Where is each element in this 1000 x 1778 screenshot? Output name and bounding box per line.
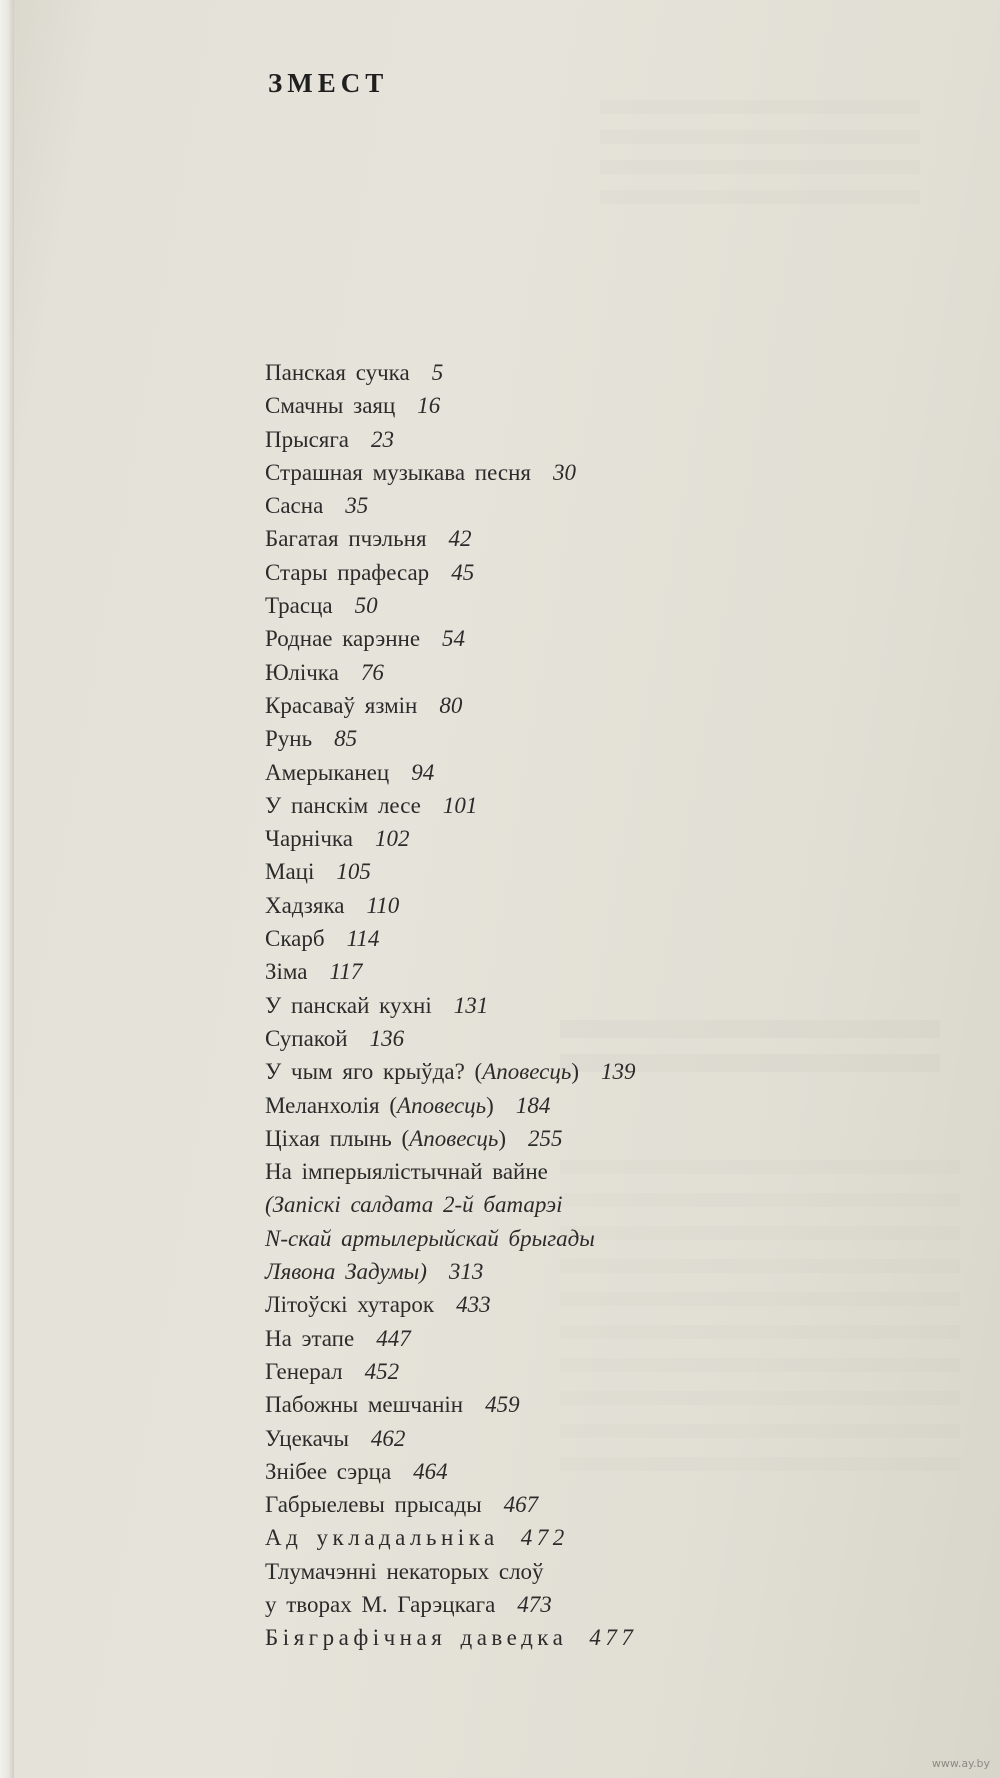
- toc-entry-page-number: 42: [448, 526, 472, 552]
- toc-entry-title: [265, 1392, 463, 1417]
- toc-entry-title-part: ): [571, 1059, 580, 1085]
- toc-entry-page-number: 94: [411, 759, 435, 785]
- toc-entry-page-number: 477: [589, 1625, 638, 1651]
- toc-entry: [265, 689, 865, 722]
- toc-entry: [265, 1588, 865, 1621]
- toc-entry-title-part: у творах М. Гарэцкага: [265, 1591, 496, 1617]
- toc-entry-title-part: У чым яго крыўда? (: [265, 1059, 483, 1085]
- toc-entry-title-part: Знібее сэрца: [265, 1458, 392, 1484]
- table-of-contents: [265, 356, 865, 1655]
- toc-entry-page-number: 447: [376, 1325, 411, 1351]
- toc-entry-title: [265, 993, 432, 1018]
- toc-entry-title: [265, 1592, 495, 1617]
- toc-entry-page-number: 433: [456, 1292, 491, 1318]
- toc-entry: [265, 855, 865, 888]
- toc-entry-page-number: 114: [346, 926, 380, 952]
- toc-entry-title-part: У панскім лесе: [265, 792, 421, 818]
- toc-entry: [265, 1388, 865, 1421]
- toc-entry-title-part: Літоўскі хутарок: [265, 1292, 435, 1318]
- toc-entry-title: [265, 593, 333, 618]
- toc-entry-page-number: 184: [515, 1092, 551, 1118]
- toc-entry-title-part: Юлічка: [265, 659, 339, 685]
- toc-entry-title-part: Смачны заяц: [265, 393, 396, 419]
- toc-entry-title-part: Сасна: [265, 493, 324, 519]
- toc-entry-title-part: Зіма: [265, 959, 308, 985]
- watermark: www.ay.by: [931, 1757, 990, 1770]
- toc-entry-title-part: (Запіскі салдата 2-й батарэі: [265, 1192, 563, 1218]
- toc-entry: [265, 423, 865, 456]
- toc-entry: [265, 1521, 865, 1554]
- toc-entry-title: [265, 1459, 391, 1484]
- toc-entry-page-number: 35: [345, 493, 369, 519]
- toc-entry-title-part: Супакой: [265, 1025, 348, 1051]
- toc-entry-title-part: Аповесць: [397, 1092, 487, 1118]
- toc-entry-title-part: Ціхая плынь (: [265, 1125, 410, 1151]
- toc-entry-title: [265, 460, 531, 485]
- toc-entry: [265, 1155, 865, 1188]
- toc-entry: [265, 489, 865, 522]
- toc-entry-page-number: 85: [334, 726, 358, 752]
- toc-entry-title: [265, 493, 323, 518]
- toc-entry: [265, 1055, 865, 1088]
- toc-entry: [265, 822, 865, 855]
- toc-entry: [265, 1355, 865, 1388]
- toc-entry-page-number: 5: [431, 360, 444, 385]
- toc-entry-title-part: Меланхолія (: [265, 1092, 398, 1118]
- toc-entry-page-number: 313: [448, 1259, 484, 1285]
- show-through-shadow: [600, 100, 920, 220]
- toc-entry: [265, 889, 865, 922]
- toc-entry: [265, 1222, 865, 1255]
- toc-entry-title-part: Скарб: [265, 926, 325, 952]
- toc-entry-page-number: 110: [366, 892, 400, 918]
- toc-entry: [265, 522, 865, 555]
- toc-entry: [265, 722, 865, 755]
- toc-entry-title: [265, 1126, 506, 1151]
- toc-entry-page-number: 45: [451, 559, 475, 585]
- toc-entry-title: [265, 1093, 494, 1118]
- toc-entry-title-part: У панскай кухні: [265, 992, 432, 1018]
- toc-entry-title-part: Амерыканец: [265, 759, 390, 785]
- toc-entry-title: [265, 1625, 567, 1650]
- toc-entry-title: [265, 793, 421, 818]
- toc-entry: [265, 955, 865, 988]
- toc-entry-title-part: Генерал: [265, 1358, 343, 1384]
- toc-entry-title: [265, 626, 420, 651]
- toc-entry-page-number: 30: [552, 459, 576, 485]
- toc-entry-title: [265, 1492, 482, 1517]
- toc-entry-title: [265, 926, 325, 951]
- toc-entry: [265, 556, 865, 589]
- toc-entry: [265, 1255, 865, 1288]
- toc-entry-page-number: 462: [370, 1425, 406, 1451]
- toc-entry-title-part: Чарнічка: [265, 826, 353, 852]
- toc-entry-title-part: Стары прафесар: [265, 559, 430, 585]
- toc-entry: [265, 1422, 865, 1455]
- toc-entry-title-part: Пабожны мешчанін: [265, 1392, 464, 1418]
- toc-entry: [265, 1555, 865, 1588]
- toc-entry: [265, 1621, 865, 1654]
- toc-entry-title: [265, 1426, 349, 1451]
- page-title: ЗМЕСТ: [268, 68, 389, 98]
- toc-entry-page-number: 139: [601, 1059, 636, 1085]
- toc-entry: [265, 1122, 865, 1155]
- toc-entry-title: [265, 893, 345, 918]
- toc-entry-title-part: N-скай артылерыйскай брыгады: [265, 1225, 595, 1251]
- book-binding-edge: [0, 0, 14, 1778]
- toc-entry-page-number: 76: [360, 659, 384, 685]
- toc-entry-title: [265, 1192, 563, 1217]
- toc-entry-title-part: Маці: [265, 859, 315, 885]
- toc-entry-page-number: 467: [503, 1492, 539, 1518]
- toc-entry-title-part: На этапе: [265, 1325, 355, 1351]
- toc-entry-title: [265, 826, 353, 851]
- toc-entry: [265, 756, 865, 789]
- toc-entry: [265, 356, 865, 389]
- toc-entry-title: [265, 1159, 548, 1184]
- toc-entry-title-part: Трасца: [265, 593, 333, 619]
- toc-entry-page-number: 50: [354, 593, 378, 619]
- toc-entry: [265, 656, 865, 689]
- toc-entry-page-number: 117: [329, 959, 363, 985]
- toc-entry-title: [265, 693, 417, 718]
- toc-entry-title: [265, 393, 395, 418]
- toc-entry-title-part: Панская сучка: [265, 360, 410, 385]
- toc-entry-title: [265, 1059, 579, 1084]
- toc-entry-title-part: Прысяга: [265, 426, 349, 452]
- toc-entry-page-number: 16: [417, 393, 441, 419]
- toc-entry: [265, 1022, 865, 1055]
- toc-entry-page-number: 472: [520, 1525, 569, 1551]
- toc-entry-title-part: Багатая пчэльня: [265, 526, 427, 552]
- toc-entry-title-part: На імперыялістычнай вайне: [265, 1159, 548, 1185]
- toc-entry-title-part: Роднае карэнне: [265, 626, 421, 652]
- toc-entry-page-number: 473: [517, 1591, 552, 1617]
- toc-entry-page-number: 459: [485, 1392, 520, 1418]
- toc-entry: [265, 989, 865, 1022]
- toc-entry-title: [265, 760, 389, 785]
- toc-entry-title-part: Лявона Задумы): [265, 1259, 427, 1285]
- toc-entry: [265, 389, 865, 422]
- toc-entry-title-part: Красаваў язмін: [265, 692, 418, 718]
- toc-entry: [265, 1089, 865, 1122]
- toc-entry-title: [265, 1259, 427, 1284]
- toc-entry-page-number: 131: [453, 992, 489, 1018]
- toc-entry: [265, 1288, 865, 1321]
- toc-entry: [265, 456, 865, 489]
- toc-entry-page-number: 102: [374, 826, 410, 852]
- toc-entry: [265, 1455, 865, 1488]
- toc-entry-title-part: Аповесць: [409, 1125, 499, 1151]
- toc-entry-title: [265, 560, 429, 585]
- toc-entry-title: [265, 959, 308, 984]
- toc-entry-title: [265, 859, 314, 884]
- toc-entry-title: [265, 1525, 499, 1550]
- toc-entry-title-part: Страшная музыкава песня: [265, 459, 531, 485]
- toc-entry-title-part: Рунь: [265, 726, 313, 752]
- toc-entry-title: [265, 726, 312, 751]
- toc-entry-page-number: 80: [439, 692, 463, 718]
- toc-entry-page-number: 23: [371, 426, 394, 452]
- toc-entry-title-part: Аповесць: [482, 1059, 572, 1085]
- toc-entry-title-part: Габрыелевы прысады: [265, 1492, 482, 1518]
- toc-entry-page-number: 452: [364, 1358, 400, 1384]
- toc-entry-title: [265, 1226, 595, 1251]
- toc-entry-title: [265, 427, 349, 452]
- toc-entry-title: [265, 526, 427, 551]
- toc-entry-title: [265, 1292, 434, 1317]
- toc-entry-title: [265, 360, 410, 385]
- toc-entry-title: [265, 1326, 354, 1351]
- toc-entry-title-part: Ад укладальніка: [265, 1525, 499, 1551]
- toc-entry: [265, 1322, 865, 1355]
- toc-entry-page-number: 255: [527, 1125, 563, 1151]
- toc-entry-title: [265, 1559, 544, 1584]
- toc-entry: [265, 1188, 865, 1221]
- toc-entry: [265, 789, 865, 822]
- toc-entry-title-part: Біяграфічная даведка: [265, 1625, 568, 1651]
- toc-entry-title-part: Хадзяка: [265, 892, 345, 918]
- toc-entry-title-part: ): [486, 1092, 494, 1118]
- toc-entry-title: [265, 1026, 348, 1051]
- toc-entry-page-number: 136: [369, 1025, 405, 1051]
- toc-entry-page-number: 464: [413, 1458, 448, 1484]
- toc-entry-page-number: 101: [442, 792, 478, 818]
- toc-entry-title-part: ): [498, 1125, 506, 1151]
- toc-entry-page-number: 105: [336, 859, 371, 885]
- toc-entry: [265, 622, 865, 655]
- toc-entry: [265, 922, 865, 955]
- toc-entry-page-number: 54: [442, 626, 466, 652]
- toc-entry-title-part: Уцекачы: [265, 1425, 349, 1451]
- toc-entry: [265, 1488, 865, 1521]
- toc-entry-title: [265, 1359, 343, 1384]
- toc-entry: [265, 589, 865, 622]
- toc-entry-title-part: Тлумачэнні некаторых слоў: [265, 1558, 544, 1584]
- toc-entry-title: [265, 660, 339, 685]
